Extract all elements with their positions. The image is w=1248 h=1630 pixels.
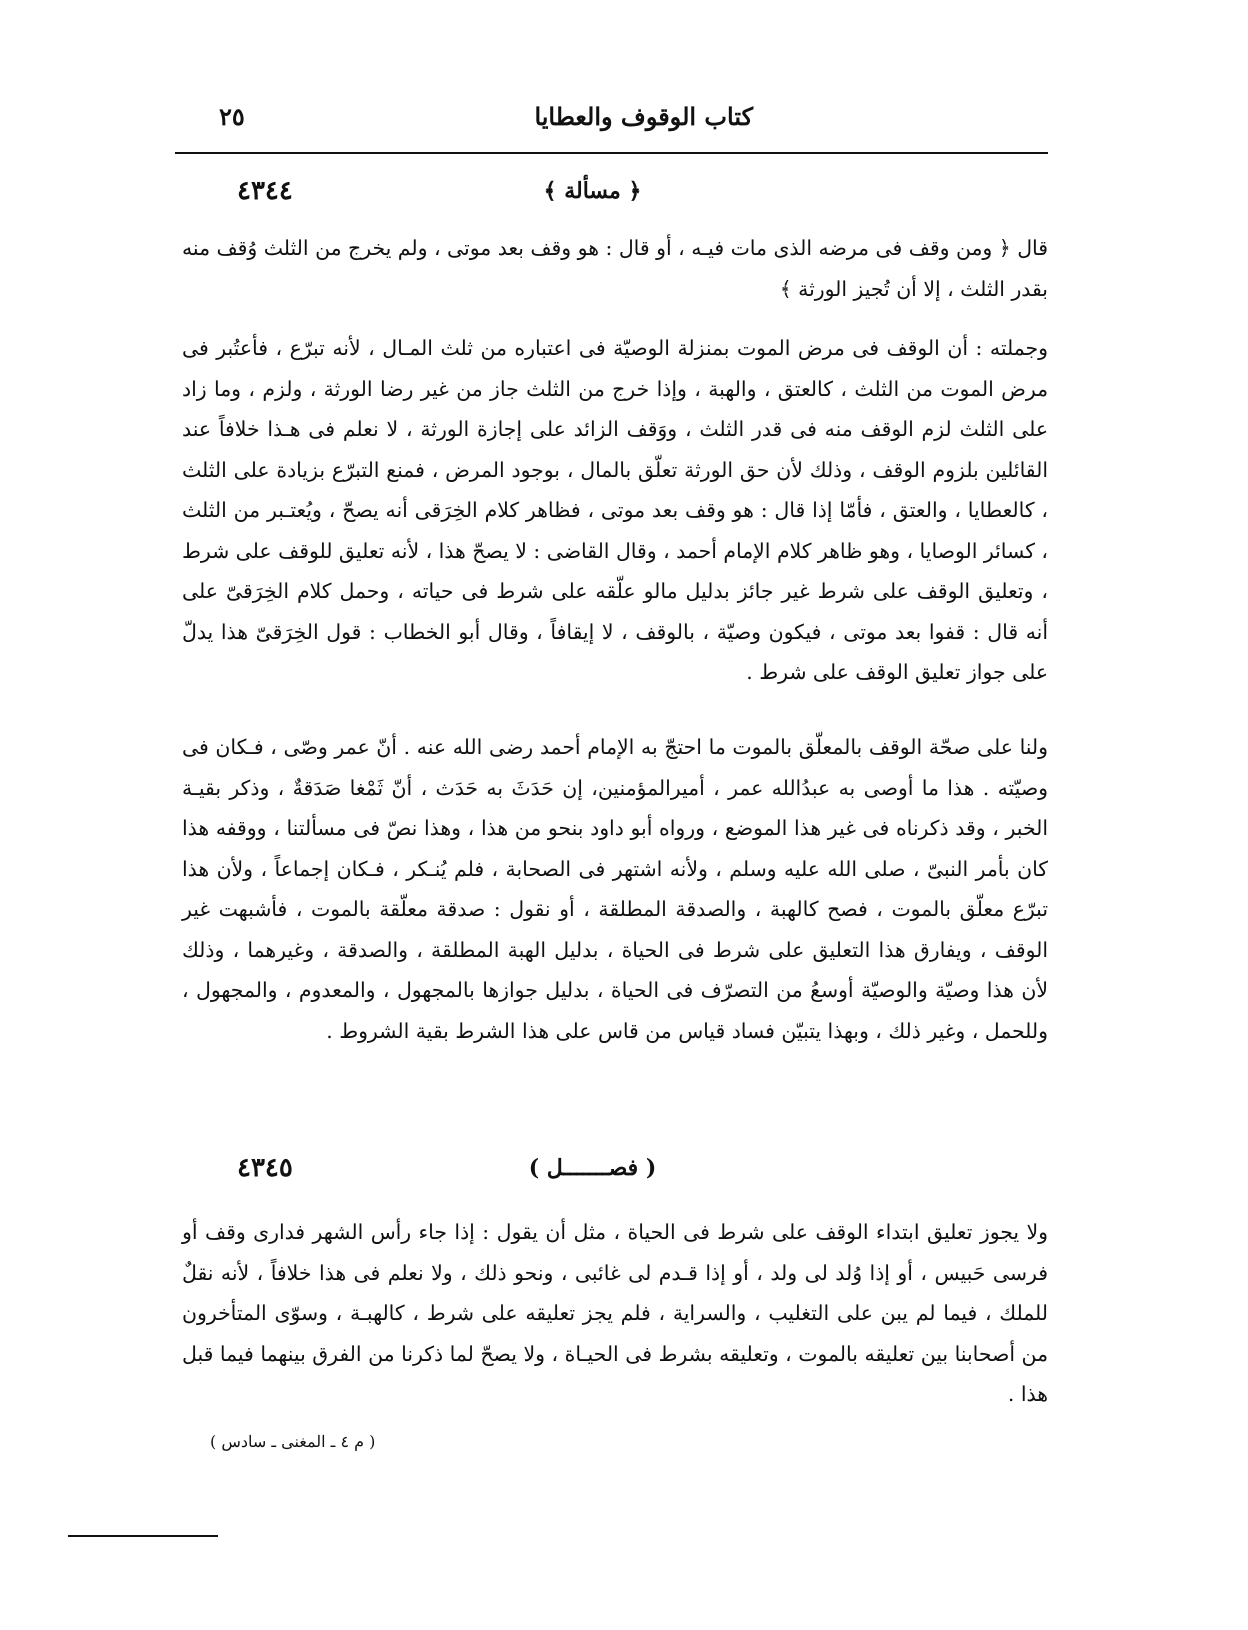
header-rule (175, 152, 1048, 154)
section-label: ﴿ مسألة ﴾ (543, 178, 642, 204)
section-number: ٤٣٤٥ (237, 1153, 293, 1183)
paragraph-text: وجملته : أن الوقف فى مرض الموت بمنزلة الوصيّة فى اعتباره من ثلث المـال ، لأنه تبرّع ، فأعتُبر فى مرض الموت من الثلث ، كالعتق ، والهبة ، وإذا خرج من الثلث جاز من غير رضا الورثة ، ولزم ، وما زاد على الثلث لزم الوقف منه فى قدر الثلث ، ووَقف الزائد على إجازة الورثة ، لا نعلم فى هـذا خلافاً عند القائلين بلزوم الوقف ، وذلك لأن حق الورثة تعلّق بالمال ، بوجود المرض ، فمنع التبرّع بزيادة على الثلث ، كالعطايا ، والعتق ، فأمّا إذا قال : هو وقف بعد موتى ، فظاهر كلام الخِرَقى أنه يصحّ ، ويُعتـبر من الثلث ، كسائر الوصايا ، وهو ظاهر كلام الإمام أحمد ، وقال القاضى : لا يصحّ هذا ، لأنه تعليق للوقف على شرط ، وتعليق الوقف على شرط غير جائز بدليل مالو علّقه على شرط فى حياته ، وحمل كلام الخِرَقىّ على أنه قال : قفوا بعد موتى ، فيكون وصيّة ، بالوقف ، لا إيقافاً ، وقال أبو الخطاب : قول الخِرَقىّ هذا يدلّ على جواز تعليق الوقف على شرط . (182, 336, 1048, 684)
running-header (175, 96, 1053, 140)
header-title: كتاب الوقوف والعطايا (534, 102, 753, 131)
signature-footnote: ( م ٤ ـ المغنى ـ سادس ) (210, 1432, 376, 1451)
paragraph-text: ولا يجوز تعليق ابتداء الوقف على شرط فى الحياة ، مثل أن يقول : إذا جاء رأس الشهر فدارى وقف أو فرسى حَبيس ، أو إذا وُلد لى ولد ، أو إذا قـدم لى غائبى ، ونحو ذلك ، ولا نعلم فى هذا خلافاً ، لأنه نقلٌ للملك ، فيما لم يبن على التغليب ، والسراية ، فلم يجز تعليقه على شرط ، كالهبـة ، وسوّى المتأخرون من أصحابنا بين تعليقه بالموت ، وتعليقه بشرط فى الحيـاة ، ولا يصحّ لما ذكرنا من الفرق بينهما فيما قبل هذا . (182, 1220, 1048, 1406)
paragraph-text: ولنا على صحّة الوقف بالمعلّق بالموت ما احتجّ به الإمام أحمد رضى الله عنه . أنّ عمر وصّى ، فـكان فى وصيّته . هذا ما أوصى به عبدُالله عمر ، أميرالمؤمنين، إن حَدَثَ به حَدَث ، أنّ ثَمْغا صَدَقةٌ ، وذكر بقيـة الخبر ، وقد ذكرناه فى غير هذا الموضع ، ورواه أبو داود بنحو من هذا ، وهذا نصّ فى مسألتنا ، ووقفه هذا كان بأمر النبىّ ، صلى الله عليه وسلم ، ولأنه اشتهر فى الصحابة ، فلم يُنـكر ، فـكان إجماعاً ، ولأن هذا تبرّع معلّق بالموت ، فصح كالهبة ، والصدقة المطلقة ، أو نقول : صدقة معلّقة بالموت ، فأشبهت غير الوقف ، ويفارق هذا التعليق على شرط فى الحياة ، بدليل الهبة المطلقة ، والصدقة ، وغيرهما ، وذلك لأن هذا وصيّة والوصيّة أوسعُ من التصرّف فى الحياة ، بدليل جوازها بالمجهول ، والمعدوم ، والمجهول ، وللحمل ، وغير ذلك ، وبهذا يتبيّن فساد قياس من قاس على هذا الشرط بقية الشروط . (182, 735, 1048, 1043)
section-heading-4344 (205, 176, 1020, 210)
section-heading-4345 (205, 1153, 1020, 1187)
paragraph-text: قال ﴿ ومن وقف فى مرضه الذى مات فيـه ، أو قال : هو وقف بعد موتى ، ولم يخرج من الثلث وُقف منه بقدر الثلث ، إلا أن تُجيز الورثة ﴾ (182, 236, 1048, 301)
footnote-rule (68, 1535, 218, 1537)
section-label: ( فصـــــــل ) (528, 1155, 657, 1181)
page-number: ٢٥ (219, 102, 245, 131)
section-number: ٤٣٤٤ (237, 176, 293, 206)
